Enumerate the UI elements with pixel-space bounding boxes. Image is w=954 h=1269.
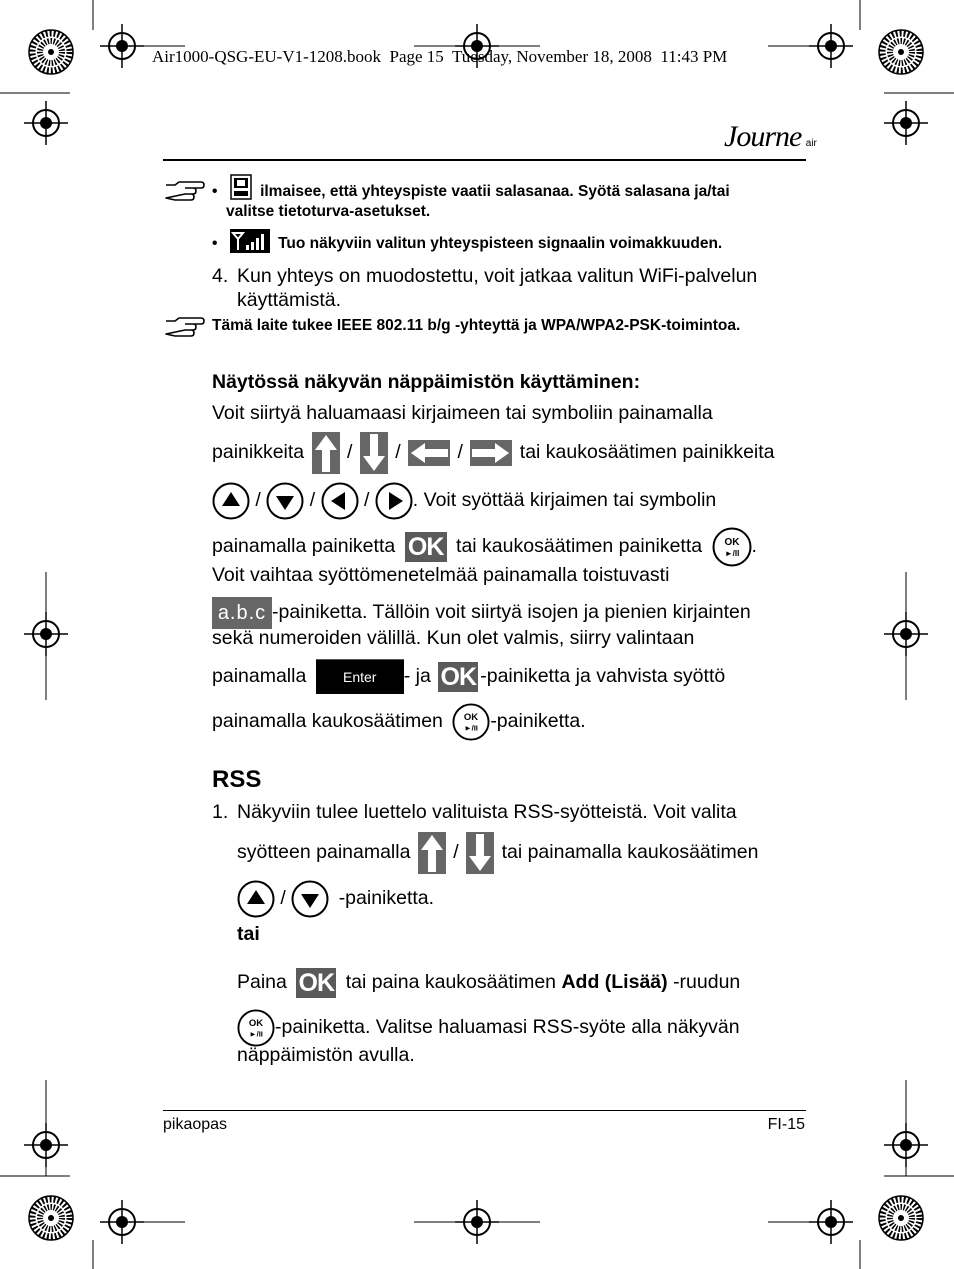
- remote-play-label: ►/II: [249, 1029, 263, 1039]
- keyboard-line3: [212, 480, 716, 520]
- slash: /: [453, 841, 459, 863]
- corner-star-mark: [879, 1196, 923, 1240]
- slash: /: [309, 489, 316, 511]
- logo-sub: air: [805, 138, 817, 149]
- remote-play-label: ►/II: [724, 548, 739, 558]
- footer-left: pikaopas: [163, 1116, 228, 1133]
- corner-star-mark: [879, 30, 923, 74]
- text: .: [751, 535, 757, 557]
- note-lock-line1: [212, 182, 730, 202]
- arrow-down-icon: [466, 832, 494, 874]
- remote-ok-play-icon: [452, 703, 490, 741]
- arrow-up-icon: [418, 832, 446, 874]
- keyboard-line8: [212, 656, 725, 696]
- signal-text: Tuo näkyviin valitun yhteyspisteen signaalin voimakkuuden.: [278, 235, 723, 252]
- remote-ok-label: OK: [464, 711, 479, 723]
- text: tai painamalla kaukosäätimen: [501, 841, 759, 863]
- registration-mark: [884, 101, 928, 145]
- lock-text: ilmaisee, että yhteyspiste vaatii salasanaa. Syötä salasana ja/tai: [260, 183, 730, 200]
- journe-logo: [724, 120, 817, 154]
- rss-line1: Näkyviin tulee luettelo valituista RSS-syötteistä. Voit valita: [237, 801, 737, 823]
- keyboard-line2: [212, 430, 775, 474]
- text: tai paina kaukosäätimen: [345, 971, 557, 993]
- page-number: FI-15: [767, 1116, 805, 1133]
- remote-ok-play-icon: [712, 527, 752, 567]
- registration-mark: [809, 1200, 853, 1244]
- text: tai kaukosäätimen painikkeita: [519, 441, 775, 463]
- rss-or: tai: [237, 923, 260, 945]
- corner-star-mark: [29, 1196, 73, 1240]
- slash: /: [395, 441, 401, 463]
- text: . Voit syöttää kirjaimen tai symbolin: [412, 489, 717, 511]
- abc-key-icon: a.b.c: [212, 597, 272, 629]
- remote-up-icon: [212, 482, 250, 520]
- rss-line5: [237, 1007, 740, 1047]
- text: - ja: [403, 665, 431, 687]
- remote-ok-play-icon: [237, 1009, 275, 1047]
- footer-rule: [163, 1110, 806, 1111]
- text: -painiketta.: [338, 887, 435, 909]
- arrow-right-icon: [470, 440, 512, 466]
- keyboard-heading: Näytössä näkyvän näppäimistön käyttäminen:: [212, 371, 641, 393]
- slash: /: [346, 441, 353, 463]
- add-text: Add (Lisää): [561, 971, 668, 993]
- note-ieee: Tämä laite tukee IEEE 802.11 b/g -yhteyttä ja WPA/WPA2-PSK-toimintoa.: [212, 317, 741, 334]
- lock-icon: [230, 174, 252, 200]
- arrow-left-icon: [408, 440, 450, 466]
- book-info-line: Air1000-QSG-EU-V1-1208.book Page 15 Tuesday, November 18, 2008 11:43 PM: [152, 47, 728, 66]
- logo-text: Journe: [724, 120, 802, 153]
- bullet: •: [212, 235, 218, 252]
- keyboard-line9: [212, 701, 586, 741]
- slash: /: [457, 441, 463, 463]
- remote-ok-label: OK: [248, 1017, 264, 1029]
- rss-line2: [237, 830, 758, 874]
- ok-key-icon: OK: [405, 532, 447, 562]
- text: painamalla kaukosäätimen: [212, 710, 443, 732]
- rss-heading: RSS: [212, 766, 262, 793]
- text: Paina: [237, 971, 287, 993]
- corner-star-mark: [29, 30, 73, 74]
- pointing-hand-icon: [163, 316, 205, 338]
- registration-mark: [100, 24, 144, 68]
- keyboard-line5: Voit vaihtaa syöttömenetelmää painamalla toistuvasti: [212, 564, 670, 586]
- registration-mark: [100, 1200, 144, 1244]
- slash: /: [280, 887, 286, 909]
- text: syötteen painamalla: [237, 841, 411, 863]
- note-lock-line2: valitse tietoturva-asetukset.: [226, 203, 431, 220]
- text: -painiketta ja vahvista syöttö: [480, 665, 726, 687]
- enter-key-icon: Enter: [316, 659, 404, 694]
- text: -painiketta. Tällöin voit siirtyä isojen ja pienien kirjainten: [272, 601, 751, 623]
- remote-up-icon: [237, 880, 275, 918]
- text: -painiketta. Valitse haluamasi RSS-syöte alla näkyvän: [275, 1016, 740, 1038]
- arrow-up-icon: [312, 432, 340, 474]
- step4-line1: Kun yhteys on muodostettu, voit jatkaa valitun WiFi-palvelun: [237, 265, 758, 287]
- ok-key-icon: OK: [296, 968, 336, 998]
- remote-down-icon: [266, 482, 304, 520]
- rss-line4: [237, 964, 740, 1000]
- remote-ok-label: OK: [724, 536, 740, 548]
- remote-play-label: ►/II: [464, 723, 479, 733]
- header-rule: [163, 159, 806, 161]
- text: painikkeita: [212, 441, 305, 463]
- bullet: •: [212, 183, 218, 200]
- keyboard-line1: Voit siirtyä haluamaasi kirjaimeen tai symboliin painamalla: [212, 402, 713, 424]
- rss-line3: [237, 878, 434, 918]
- text: tai kaukosäätimen painiketta: [456, 535, 703, 557]
- registration-mark: [24, 101, 68, 145]
- remote-down-icon: [291, 880, 329, 918]
- arrow-down-icon: [360, 432, 388, 474]
- ok-key-icon: OK: [438, 662, 478, 692]
- slash: /: [255, 489, 261, 511]
- step4-number: 4.: [212, 265, 229, 287]
- registration-mark: [809, 24, 853, 68]
- rss-step-number: 1.: [212, 801, 229, 823]
- text: -painiketta.: [490, 710, 586, 732]
- slash: /: [363, 489, 370, 511]
- remote-right-icon: [375, 482, 413, 520]
- text: painamalla painiketta: [212, 535, 396, 557]
- step4-line2: käyttämistä.: [237, 289, 342, 311]
- text: painamalla: [212, 665, 307, 687]
- text: -ruudun: [673, 971, 741, 993]
- signal-strength-icon: [230, 229, 270, 253]
- keyboard-line6: [212, 594, 751, 630]
- note-signal: [212, 234, 722, 254]
- pointing-hand-icon: [163, 180, 205, 202]
- rss-line6: näppäimistön avulla.: [237, 1044, 415, 1066]
- remote-left-icon: [321, 482, 359, 520]
- keyboard-line7: sekä numeroiden välillä. Kun olet valmis, siirry valintaan: [212, 627, 695, 649]
- keyboard-line4: [212, 526, 757, 566]
